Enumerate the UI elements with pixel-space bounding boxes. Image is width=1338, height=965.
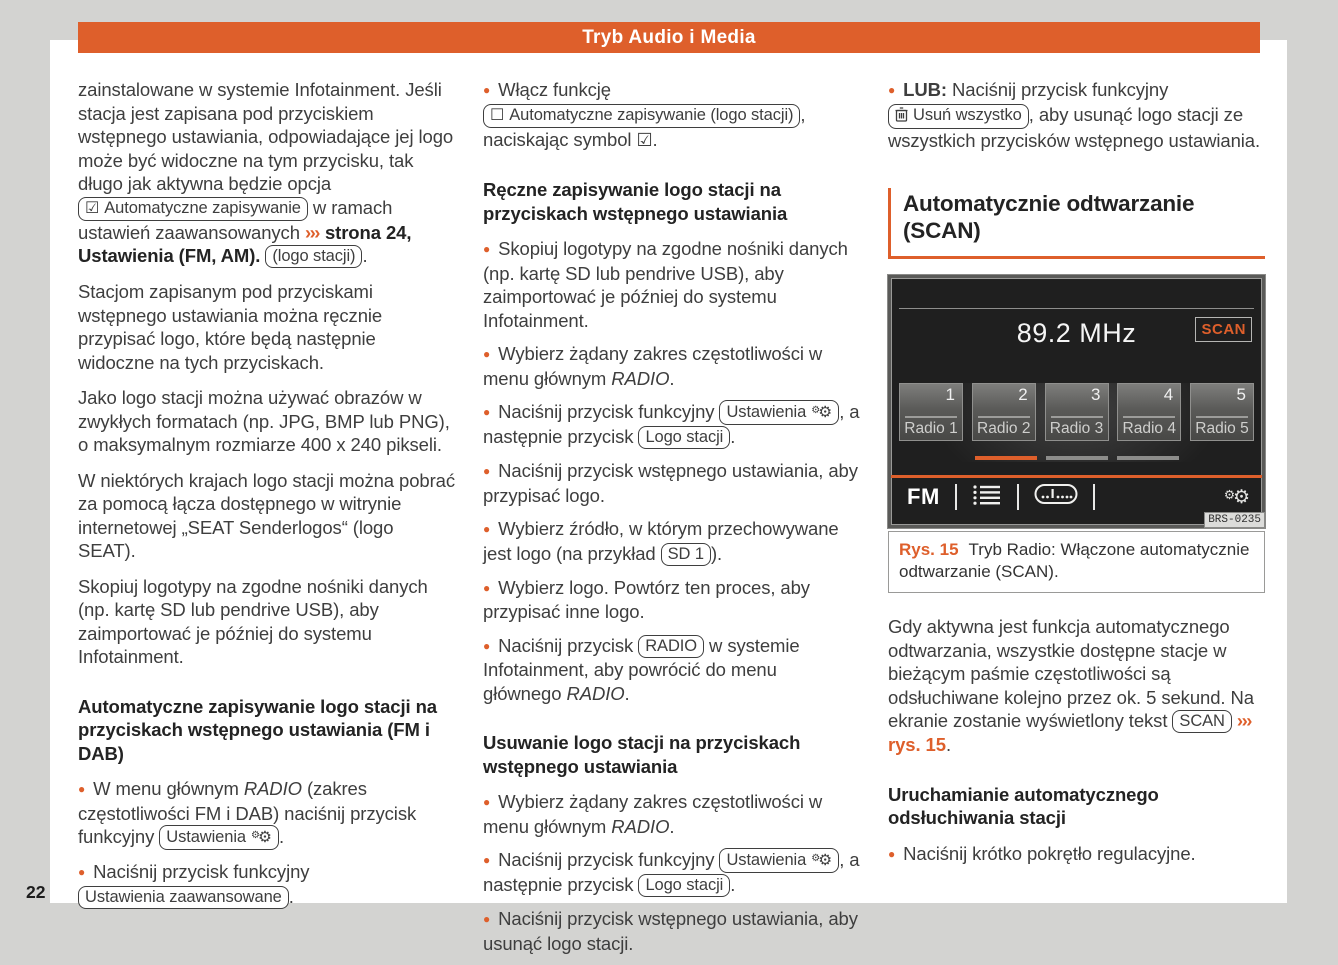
paragraph: Stacjom zapisanym pod przyciskami wstępnego ustawiania można ręcznie przypisać logo, które będą następnie widoczne na tych przyciskach. <box>78 281 383 373</box>
preset-number: 1 <box>945 385 955 404</box>
bullet-icon: ● <box>78 782 86 796</box>
bullet-item: ● Wybierz logo. Powtórz ten proces, aby przypisać inne logo. <box>483 576 810 622</box>
bullet-item: ● W menu głównym RADIO (zakres częstotliwości FM i DAB) naciśnij przycisk funkcyjny Ustawienia ⚙⚙ . <box>78 777 455 850</box>
small-gear-icon: ⚙ <box>811 405 821 416</box>
cross-reference-link: rys. 15 <box>888 734 946 755</box>
bullet-icon: ● <box>483 580 491 595</box>
checkbox-empty-icon: ☐ <box>490 106 505 124</box>
function-button-label: Logo stacji <box>645 428 724 446</box>
function-button-label: Usuń wszystko <box>913 105 1022 124</box>
small-gear-icon: ⚙ <box>250 830 261 841</box>
preset-button-5 <box>1190 383 1254 441</box>
station-list-icon <box>972 483 1002 510</box>
bullet-item: ● Wybierz żądany zakres częstotliwości w menu głównym RADIO. <box>483 791 823 837</box>
preset-button-2 <box>972 383 1036 441</box>
bullet-item: ● Skopiuj logotypy na zgodne nośniki danych (np. kartę SD lub pendrive USB), aby zaimportować je później do systemu Infotainment. <box>483 238 848 331</box>
gears-icon <box>811 851 832 869</box>
bullet-icon: ● <box>78 865 86 879</box>
preset-number: 5 <box>1236 385 1246 404</box>
function-button <box>265 245 362 268</box>
bullet-item: ● Włącz funkcję ☐ Automatyczne zapisywanie (logo stacji) , naciskając symbol ☑. <box>483 79 806 150</box>
page-indicator-bar-active <box>975 456 1037 460</box>
function-button-label: Logo stacji <box>645 876 724 894</box>
preset-label: Radio 2 <box>977 420 1031 437</box>
frequency-display: 89.2 MHz <box>1016 318 1137 348</box>
cross-reference-arrows-icon: ››› <box>1236 710 1251 731</box>
function-button-label: (logo stacji) <box>272 247 356 265</box>
gears-icon <box>251 828 272 846</box>
function-button-label: SD 1 <box>667 544 704 563</box>
bullet-item: ● Wybierz żądany zakres częstotliwości w menu głównym RADIO. <box>483 343 823 389</box>
cross-reference-text: strona 24, Ustawienia (FM, AM). <box>78 221 412 266</box>
bullet-icon: ● <box>483 853 491 867</box>
preset-label: Radio 1 <box>904 420 958 437</box>
function-button-label: Automatyczne zapisywanie (logo stacji) <box>509 105 794 124</box>
function-button <box>638 874 730 897</box>
function-button <box>888 104 1029 129</box>
preset-label: Radio 3 <box>1049 420 1104 437</box>
bullet-item: ● Naciśnij przycisk wstępnego ustawiania, aby usunąć logo stacji. <box>483 908 858 954</box>
function-button-label: Ustawienia <box>166 828 246 846</box>
bullet-item: ● LUB: Naciśnij przycisk funkcyjny Usuń wszystko , aby usunąć logo stacji ze wszystkich przycisków wstępnego ustawiania. <box>888 79 1261 151</box>
bullet-icon: ● <box>483 464 491 478</box>
function-button <box>159 825 279 850</box>
bullet-icon: ● <box>483 347 491 361</box>
preset-button-3 <box>1045 383 1109 441</box>
paragraph: Skopiuj logotypy na zgodne nośniki danych (np. kartę SD lub pendrive USB), aby zaimportować je później do systemu Infotainment. <box>78 575 428 667</box>
function-button-label: Automatyczne zapisywanie <box>104 198 301 217</box>
preset-number: 3 <box>1091 385 1101 404</box>
column-2 <box>483 78 860 965</box>
function-button <box>483 104 800 128</box>
italic-text: RADIO <box>611 367 670 389</box>
function-button <box>638 635 704 658</box>
column-3-bottom <box>888 615 1265 866</box>
checkbox-checked-icon: ☑ <box>85 199 100 217</box>
checkbox-checked-icon: ☑ <box>636 129 653 150</box>
bullet-item: ● Wybierz źródło, w którym przechowywane jest logo (na przykład SD 1 ). <box>483 518 839 564</box>
function-button <box>78 197 308 221</box>
trash-icon <box>895 108 908 126</box>
gears-icon <box>811 403 832 421</box>
bullet-icon: ● <box>483 522 491 536</box>
infotainment-screenshot <box>888 275 1265 528</box>
large-gear-icon: ⚙ <box>258 829 272 846</box>
function-button-label: Ustawienia zaawansowane <box>85 887 282 906</box>
figure-label: Rys. 15 <box>899 540 959 559</box>
screen-divider-line <box>899 308 1254 309</box>
column-1 <box>78 78 455 919</box>
toolbar-divider <box>1093 484 1095 510</box>
figure-caption <box>888 531 1265 593</box>
section-heading: Automatycznie odtwarzanie (SCAN) <box>888 188 1265 259</box>
preset-number: 2 <box>1018 385 1028 404</box>
bullet-item: ● Naciśnij przycisk wstępnego ustawiania, aby przypisać logo. <box>483 460 858 506</box>
bullet-icon: ● <box>483 405 491 419</box>
italic-text: RADIO <box>611 815 670 837</box>
function-button-label: SCAN <box>1179 712 1225 730</box>
function-button <box>78 886 289 909</box>
bullet-item: ● Naciśnij krótko pokrętło regulacyjne. <box>888 842 1196 864</box>
figure-rys-15 <box>888 275 1265 593</box>
bullet-icon: ● <box>888 846 896 861</box>
preset-button-4 <box>1117 383 1181 441</box>
page-indicator-bar <box>1117 456 1179 460</box>
bullet-item: ● Naciśnij przycisk funkcyjny Ustawienia ⚙⚙ , a następnie przycisk Logo stacji . <box>483 849 860 895</box>
function-button-label: Ustawienia <box>726 403 807 421</box>
bullet-icon: ● <box>483 912 491 926</box>
frequency-row <box>891 311 1262 357</box>
preset-number: 4 <box>1163 385 1174 404</box>
bullet-icon: ● <box>888 83 896 97</box>
function-button <box>661 543 711 566</box>
page-indicator-bar <box>1046 456 1108 460</box>
bullet-item: ● Naciśnij przycisk RADIO w systemie Infotainment, aby powrócić do menu głównego RADIO. <box>483 634 800 704</box>
paragraph: W niektórych krajach logo stacji można pobrać za pomocą łącza dostępnego w witrynie internetowej „SEAT Senderlogos“ (logo SEAT). <box>78 469 455 561</box>
page-indicator <box>891 456 1262 460</box>
bullet-item: ● Naciśnij przycisk funkcyjny Ustawienia ⚙⚙ , a następnie przycisk Logo stacji . <box>483 401 860 447</box>
toolbar-divider <box>955 484 957 510</box>
subsection-heading: Automatyczne zapisywanie logo stacji na przyciskach wstępnego ustawiania (FM i DAB) <box>78 695 438 764</box>
settings-gears-icon: ⚙⚙ <box>1223 486 1250 508</box>
bullet-icon: ● <box>483 242 491 256</box>
screen-toolbar <box>891 478 1262 515</box>
function-button-label: RADIO <box>645 636 697 655</box>
bold-text: LUB: <box>903 79 947 100</box>
preset-zone <box>891 383 1262 462</box>
preset-label: Radio 5 <box>1195 420 1249 437</box>
italic-text: RADIO <box>566 682 625 704</box>
document-page <box>50 27 1287 954</box>
toolbar-divider <box>1017 484 1019 510</box>
subsection-heading: Ręczne zapisywanie logo stacji na przyciskach wstępnego ustawiania <box>483 179 788 224</box>
scan-indicator: SCAN <box>1195 317 1252 342</box>
chapter-title: Tryb Audio i Media <box>582 27 756 48</box>
figure-caption-text: Tryb Radio: Włączone automatycznie odtwarzanie (SCAN). <box>899 540 1250 581</box>
function-button <box>1172 710 1231 733</box>
function-button-label: Ustawienia <box>726 851 807 869</box>
paragraph: Jako logo stacji można używać obrazów w zwykłych formatach (np. JPG, BMP lub PNG), o maksymalnym rozmiarze 400 x 240 pikseli. <box>78 387 450 455</box>
paragraph: Gdy aktywna jest funkcja automatycznego odtwarzania, wszystkie dostępne stacje w bieżącym paśmie częstotliwości są odsłuchiwane kolejno przez ok. 5 sekund. Na ekranie zostanie wyświetlony tekst SCAN ››› rys. 15. <box>888 616 1254 755</box>
preset-label: Radio 4 <box>1122 420 1176 437</box>
large-gear-icon: ⚙ <box>818 852 833 869</box>
bullet-icon: ● <box>483 638 491 653</box>
large-gear-icon: ⚙ <box>818 404 833 421</box>
page-number: 22 <box>26 882 46 902</box>
preset-buttons-row <box>891 383 1262 441</box>
cross-reference-arrows-icon: ››› <box>304 221 319 243</box>
paragraph: zainstalowane w systemie Infotainment. Jeśli stacja jest zapisana pod przyciskiem wstępnego ustawiania, odpowiadające jej logo może być widoczne na tym przycisku, tak długo jak aktywna będzie opcja ☑ Automatyczne zapisywanie w ramach ustawień zaawansowanych ››› strona 24, Ustawienia (FM, AM). (logo stacji) . <box>78 79 454 266</box>
bullet-item: ● Naciśnij przycisk funkcyjny Ustawienia zaawansowane . <box>78 861 310 907</box>
function-button <box>719 400 839 425</box>
manual-tuning-icon <box>1034 483 1078 510</box>
band-label: FM <box>907 483 940 509</box>
function-button <box>719 848 839 873</box>
image-code: BRS-0235 <box>1204 512 1265 528</box>
bullet-icon: ● <box>483 795 491 809</box>
column-3 <box>888 78 1265 876</box>
small-gear-icon: ⚙ <box>811 853 821 864</box>
italic-text: RADIO <box>243 778 302 799</box>
subsection-heading: Usuwanie logo stacji na przyciskach wstępnego ustawiania <box>483 732 801 777</box>
column-3-top <box>888 78 1265 259</box>
function-button <box>638 426 730 449</box>
bullet-icon: ● <box>483 83 491 97</box>
preset-button-1 <box>899 383 963 441</box>
chapter-header <box>78 22 1260 53</box>
subsection-heading: Uruchamianie automatycznego odsłuchiwania stacji <box>888 783 1159 828</box>
